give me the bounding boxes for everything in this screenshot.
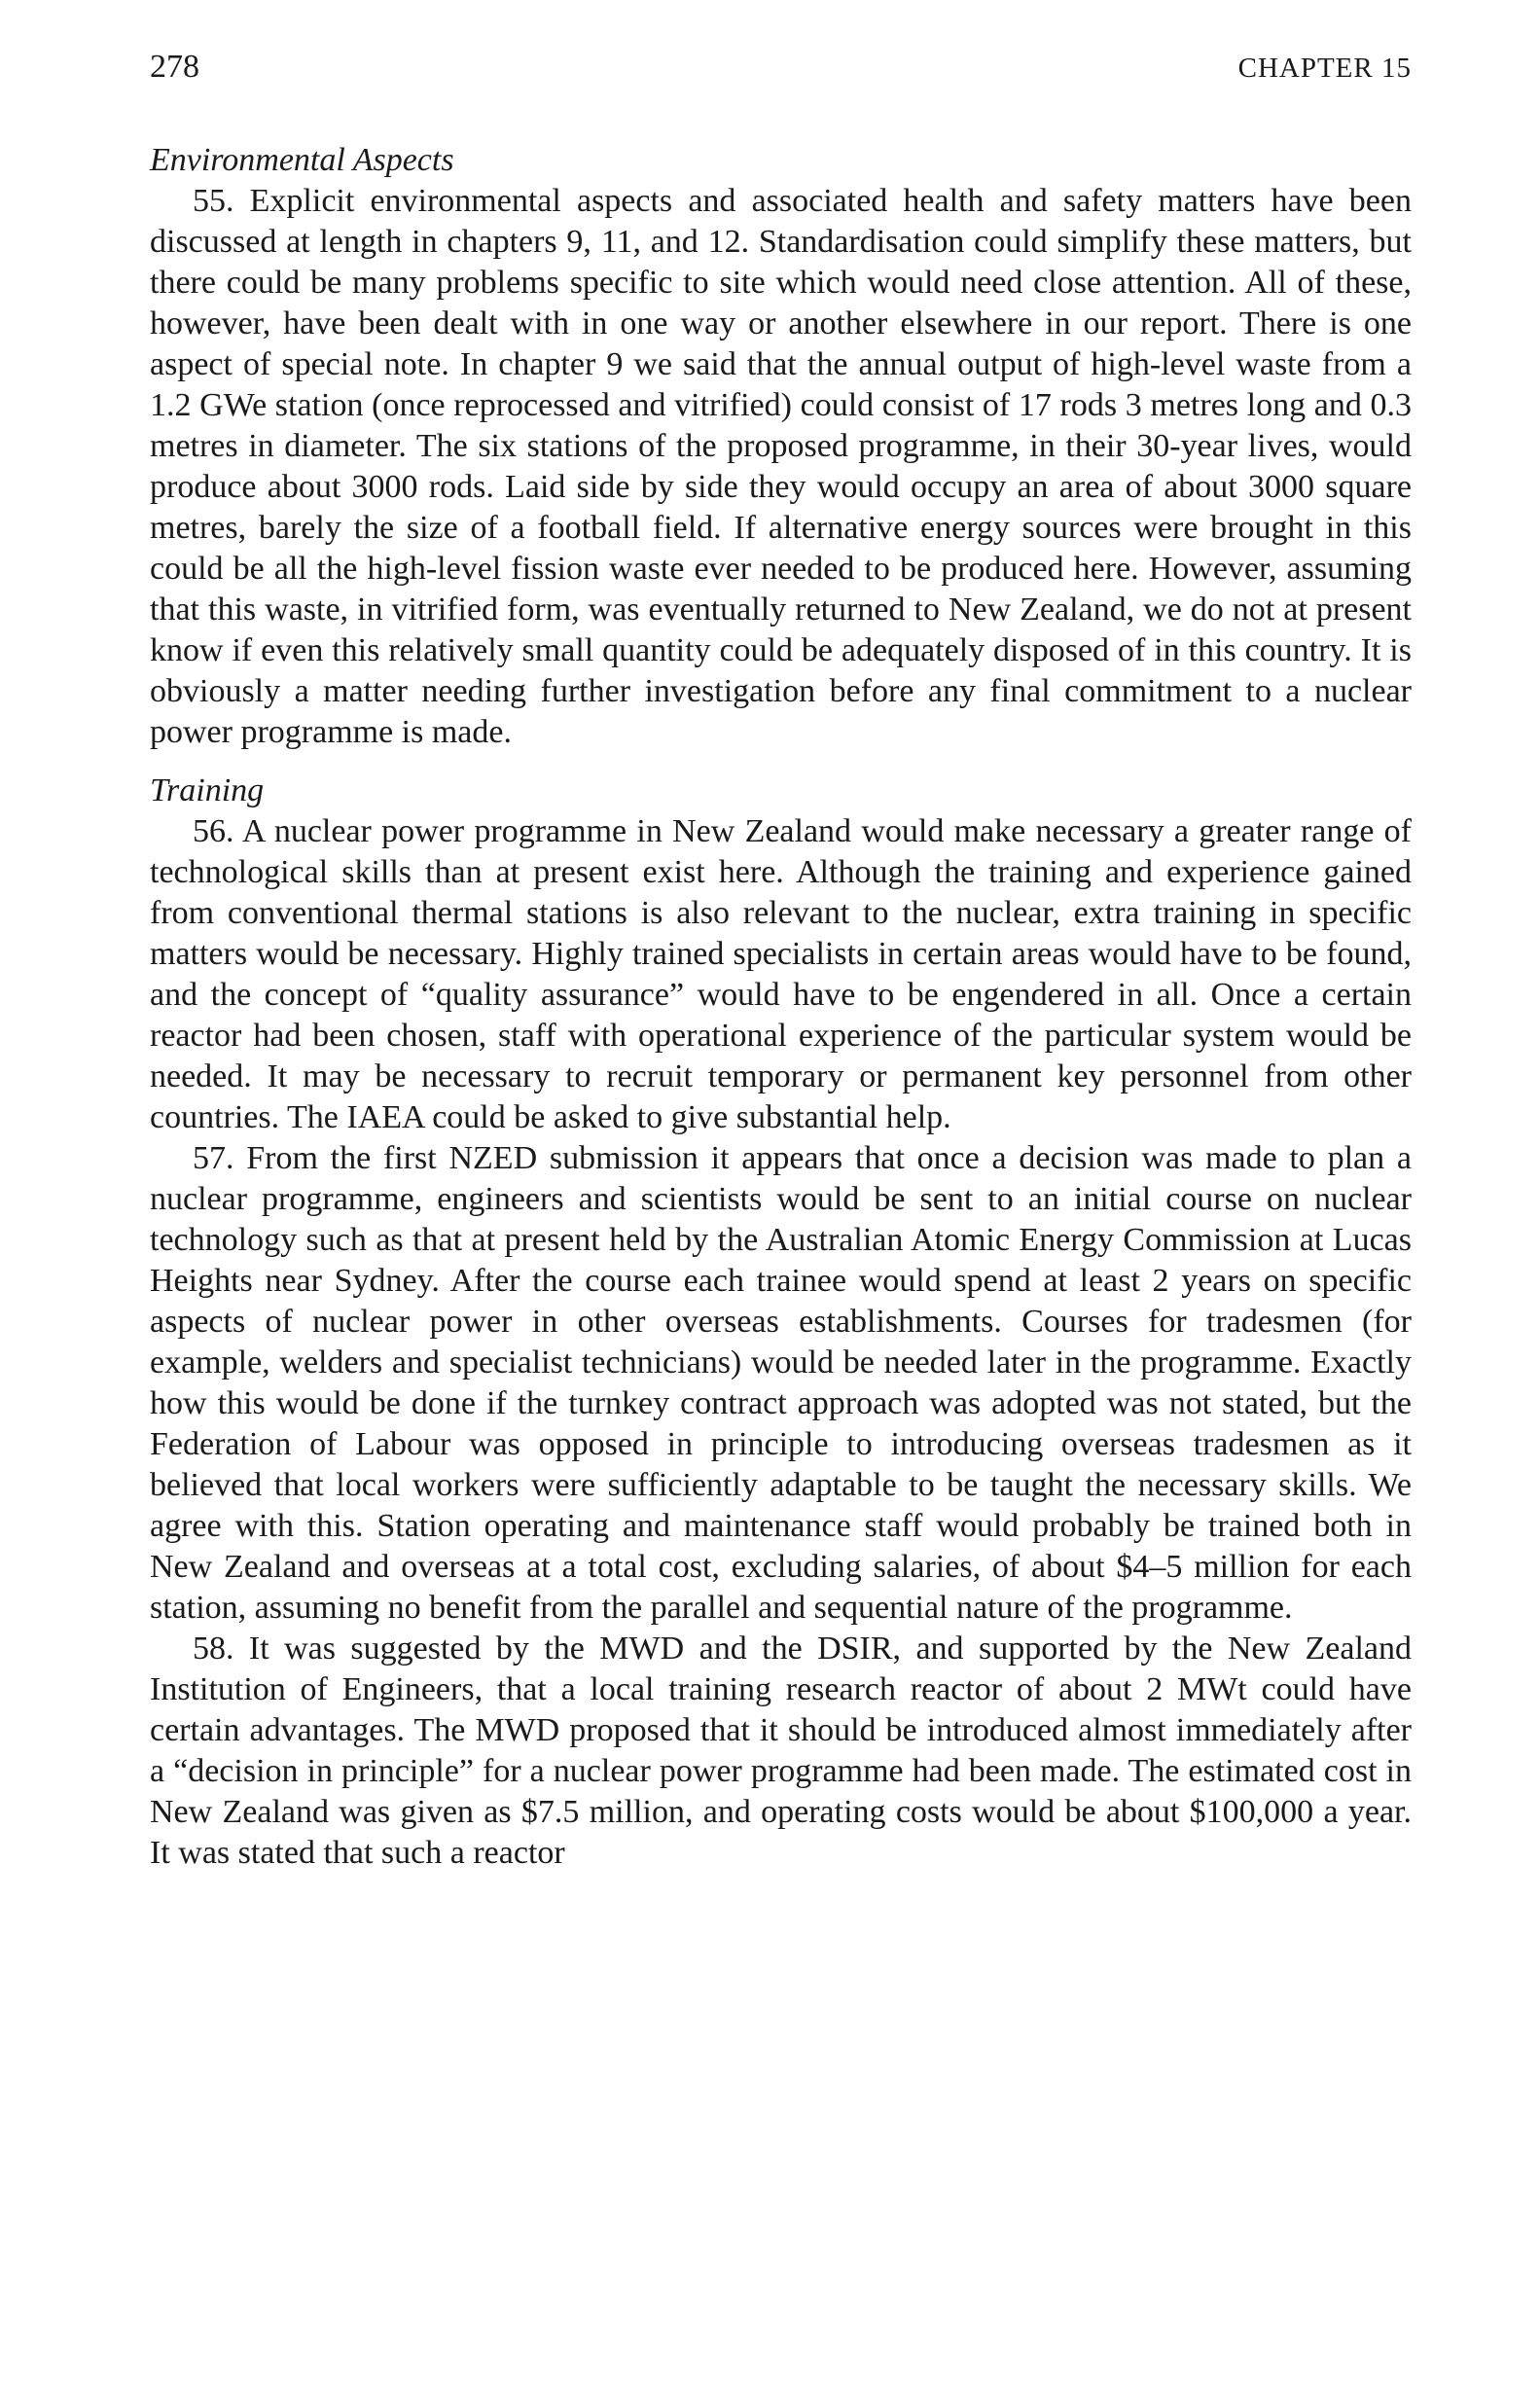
paragraph-56: 56. A nuclear power programme in New Zealand would make necessary a greater range of technological skills than at present exist here. Although the training and experience gained from conventional thermal stations is also relevant to the nuclear, extra training in specific matters would be necessary. Highly trained specialists in certain areas would have to be found, and the concept of “quality assurance” would have to be engendered in all. Once a certain reactor had been chosen, staff with operational experience of the particular system would be needed. It may be necessary to recruit temporary or permanent key personnel from other countries. The IAEA could be asked to give substantial help. xyxy=(150,813,1412,1135)
section-heading: Training xyxy=(150,772,265,808)
chapter-label: CHAPTER 15 xyxy=(1237,53,1412,84)
section-environmental-aspects xyxy=(150,140,1412,753)
page-header xyxy=(150,47,1412,88)
paragraph-58: 58. It was suggested by the MWD and the DSIR, and supported by the New Zealand Institution of Engineers, that a local training research reactor of about 2 MWt could have certain advantages. The MWD proposed that it should be introduced almost immediately after a “decision in principle” for a nuclear power programme had been made. The estimated cost in New Zealand was given as $7.5 million, and operating costs would be about $100,000 a year. It was stated that such a reactor xyxy=(150,1631,1412,1871)
document-page xyxy=(150,47,1412,1874)
paragraph-57: 57. From the first NZED submission it appears that once a decision was made to plan a nuclear programme, engineers and scientists would be sent to an initial course on nuclear technology such as that at present held by the Australian Atomic Energy Commission at Lucas Heights near Sydney. After the course each trainee would spend at least 2 years on specific aspects of nuclear power in other overseas establishments. Courses for tradesmen (for example, welders and specialist technicians) would be needed later in the programme. Exactly how this would be done if the turnkey contract approach was adopted was not stated, but the Federation of Labour was opposed in principle to introducing overseas tradesmen as it believed that local workers were sufficiently adaptable to be taught the necessary skills. We agree with this. Station operating and maintenance staff would probably be trained both in New Zealand and overseas at a total cost, excluding salaries, of about $4–5 million for each station, assuming no benefit from the parallel and sequential nature of the programme. xyxy=(150,1140,1412,1626)
section-heading: Environmental Aspects xyxy=(150,142,454,178)
paragraph-55: 55. Explicit environmental aspects and associated health and safety matters have been discussed at length in chapters 9, 11, and 12. Standardisation could simplify these matters, but there could be many problems specific to site which would need close attention. All of these, however, have been dealt with in one way or another elsewhere in our report. There is one aspect of special note. In chapter 9 we said that the annual output of high-level waste from a 1.2 GWe station (once reprocessed and vitrified) could consist of 17 rods 3 metres long and 0.3 metres in diameter. The six stations of the proposed programme, in their 30-year lives, would produce about 3000 rods. Laid side by side they would occupy an area of about 3000 square metres, barely the size of a football field. If alternative energy sources were brought in this could be all the high-level fission waste ever needed to be produced here. However, assuming that this waste, in vitrified form, was eventually returned to New Zealand, we do not at present know if even this relatively small quantity could be adequately disposed of in this country. It is obviously a matter needing further investigation before any final commitment to a nuclear power programme is made. xyxy=(150,183,1412,750)
section-training xyxy=(150,771,1412,1874)
page-number: 278 xyxy=(150,49,199,85)
